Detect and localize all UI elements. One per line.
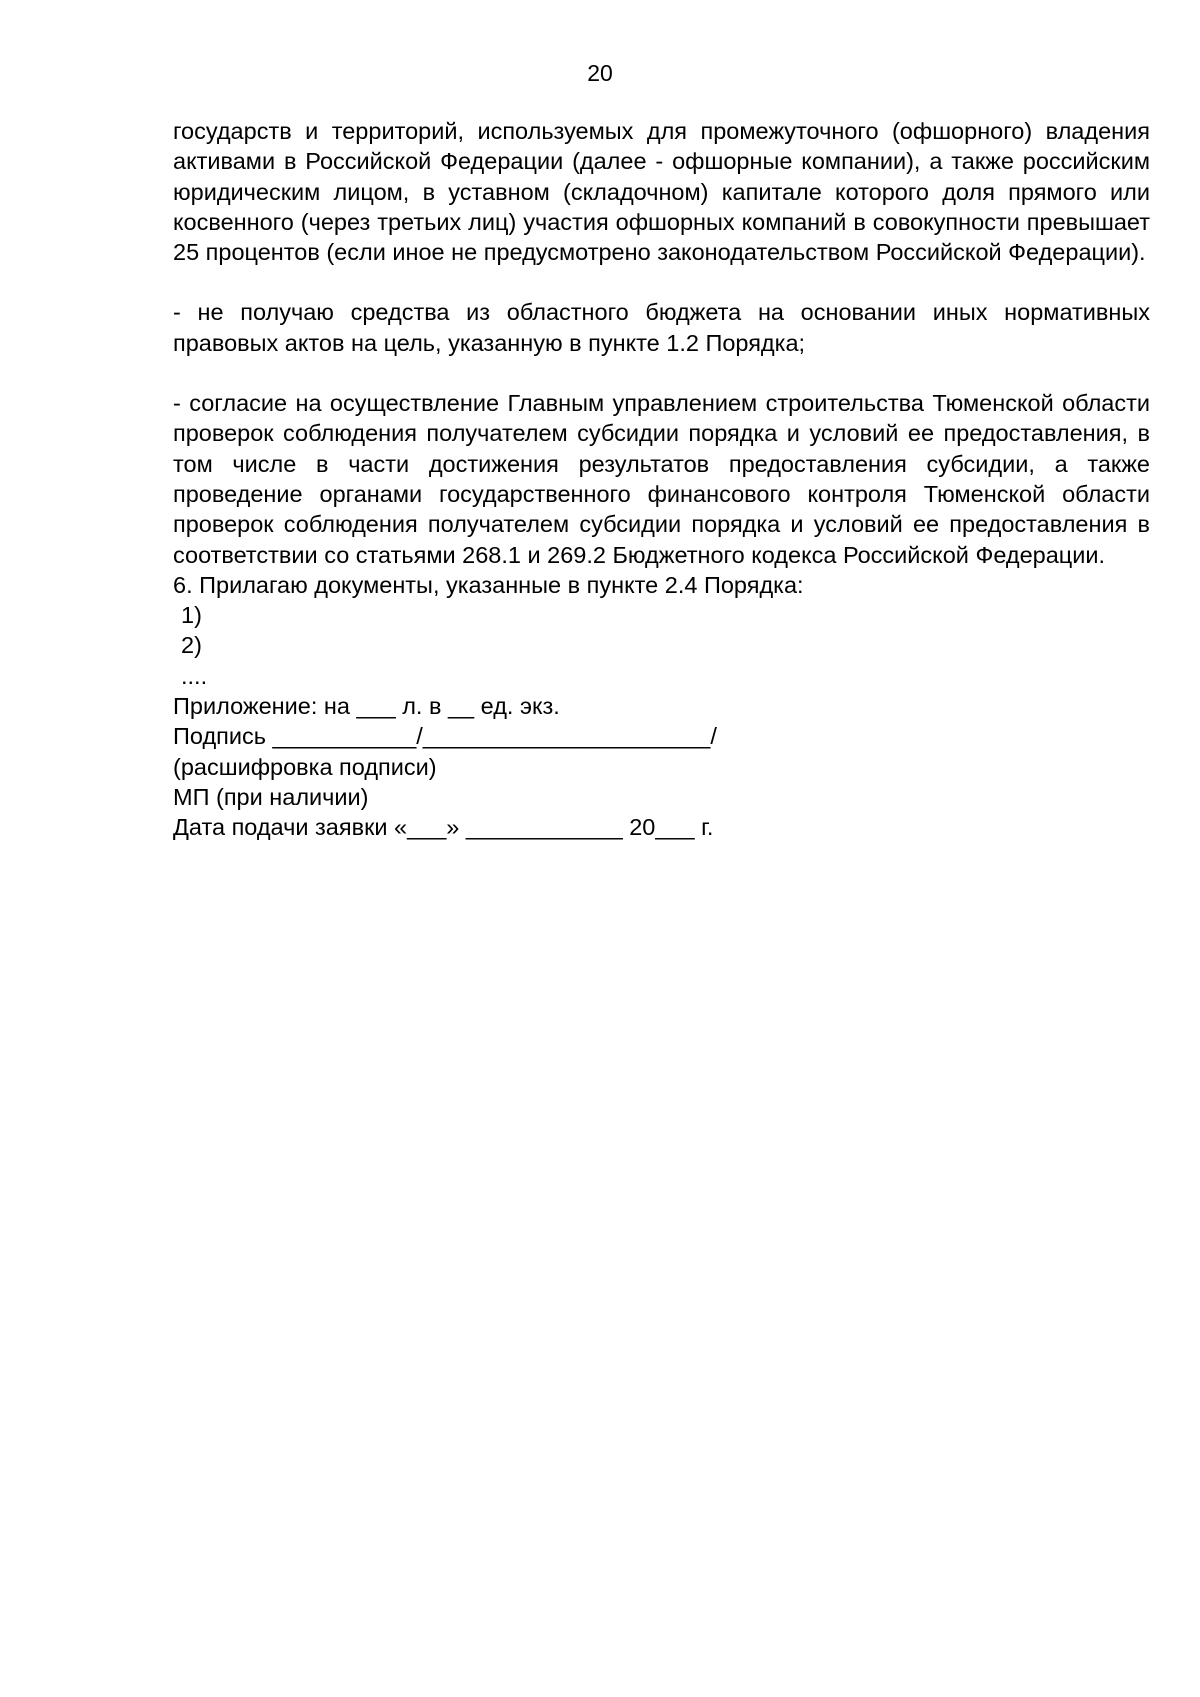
signature-line: Подпись ___________/______________________/ — [173, 723, 717, 750]
submission-date-line: Дата подачи заявки «___» ____________ 20___ г. — [173, 814, 714, 841]
document-body — [173, 116, 1150, 843]
document-list-item-1: 1) — [181, 602, 202, 629]
page-number: 20 — [587, 60, 613, 86]
stamp-note: МП (при наличии) — [173, 783, 369, 810]
document-list-item-more: .... — [181, 662, 208, 689]
paragraph-no-other-funding: - не получаю средства из областного бюджета на основании иных нормативных правовых актов на цель, указанную в пункте 1.2 Порядка; — [173, 299, 1150, 356]
attachment-line: Приложение: на ___ л. в __ ед. экз. — [173, 693, 560, 720]
documents-heading: 6. Прилагаю документы, указанные в пункте 2.4 Порядка: — [173, 571, 804, 598]
document-list-item-2: 2) — [181, 632, 202, 659]
paragraph-consent-inspections: - согласие на осуществление Главным управлением строительства Тюменской области проверок соблюдения получателем субсидии порядка и условий ее предоставления, в том числе в части достижения результатов предоставления субсидии, а также проведение органами государственного финансового контроля Тюменской области проверок соблюдения получателем субсидии порядка и условий ее предоставления в соответствии со статьями 268.1 и 269.2 Бюджетного кодекса Российской Федерации. — [173, 390, 1150, 568]
signature-decoding: (расшифровка подписи) — [173, 753, 437, 780]
paragraph-offshore: государств и территорий, используемых для промежуточного (офшорного) владения активами в Российской Федерации (далее - офшорные компании), а также российским юридическим лицом, в уставном (складочном) капитале которого доля прямого или косвенного (через третьих лиц) участия офшорных компаний в совокупности превышает 25 процентов (если иное не предусмотрено законодательством Российской Федерации). — [173, 118, 1150, 266]
